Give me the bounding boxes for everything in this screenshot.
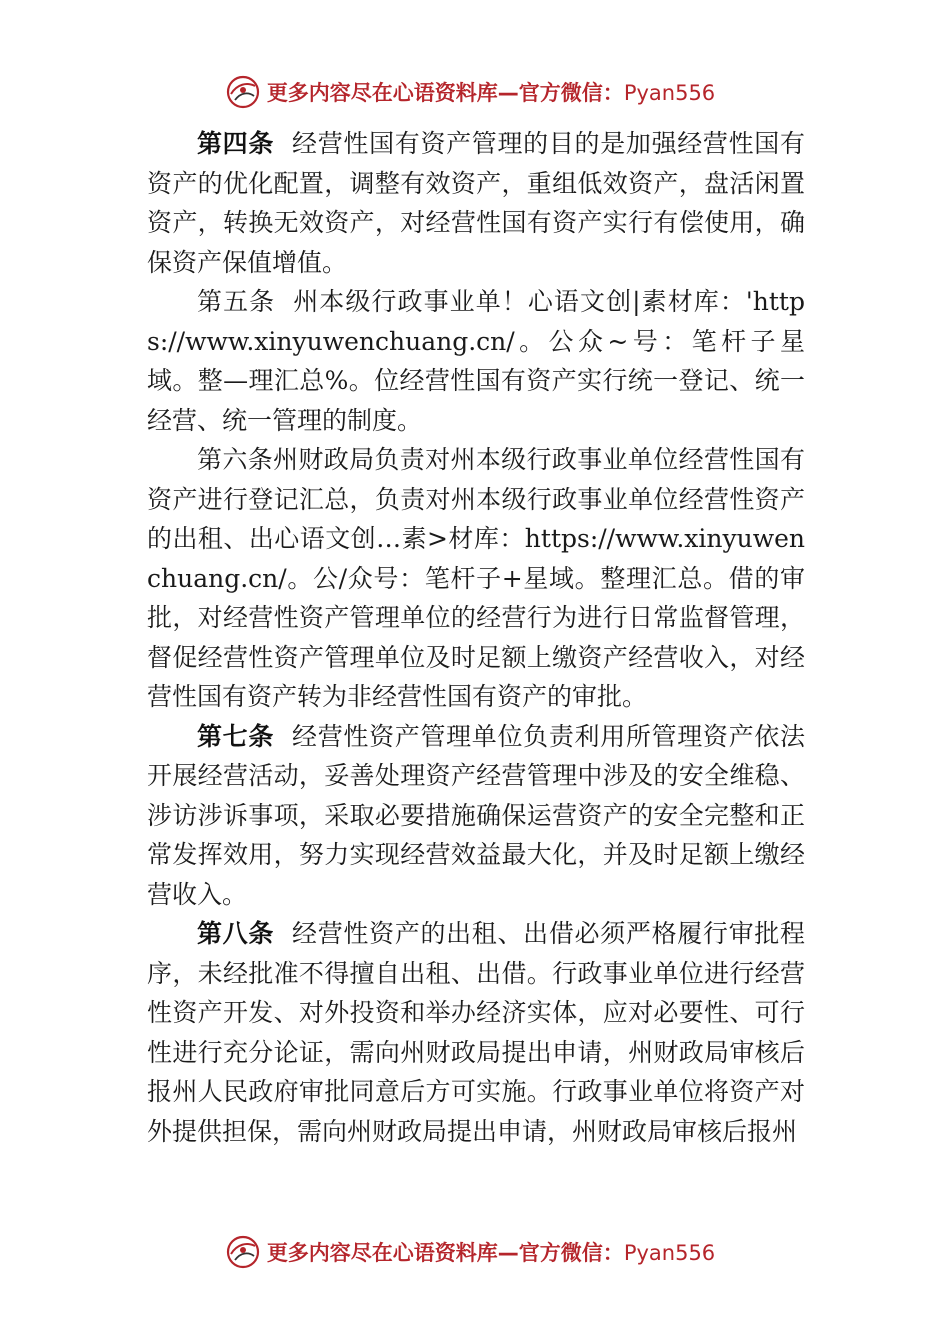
article-5 — [147, 282, 805, 440]
article-heading: 第七条 — [197, 721, 275, 751]
footer-banner-text: 更多内容尽在心语资料库—官方微信：Pyan556 — [266, 1241, 716, 1265]
article-8 — [147, 914, 805, 1151]
article-text: 州财政局负责对州本级行政事业单位经营性国有资产进行登记汇总，负责对州本级行政事业单位经营性资产的出租、出心语文创…素>材库：https://www.xinyuwenchuang.cn/。公/众号：笔杆子+星域。整理汇总。借的审批，对经营性资产管理单位的经营行为进行日常监督管理，督促经营性资产管理单位及时足额上缴资产经营收入，对经营性国有资产转为非经营性国有资产的审批。 — [147, 445, 805, 711]
xinyu-logo-icon — [225, 74, 261, 110]
header-banner — [0, 72, 950, 112]
article-text: 经营性国有资产管理的目的是加强经营性国有资产的优化配置，调整有效资产，重组低效资产，盘活闲置资产，转换无效资产，对经营性国有资产实行有偿使用，确保资产保值增值。 — [147, 129, 805, 277]
article-6 — [147, 440, 805, 717]
article-heading: 第六条 — [197, 445, 274, 474]
article-text: 州本级行政事业单！心语文创|素材库：'https://www.xinyuwenchuang.cn/。公众~号：笔杆子星域。整—理汇总%。位经营性国有资产实行统一登记、统一经营、统一管理的制度。 — [147, 287, 805, 435]
article-text: 经营性资产管理单位负责利用所管理资产依法开展经营活动，妥善处理资产经营管理中涉及的安全维稳、涉访涉诉事项，采取必要措施确保运营资产的安全完整和正常发挥效用，努力实现经营效益最大化，并及时足额上缴经营收入。 — [147, 721, 805, 909]
footer-banner — [0, 1232, 950, 1272]
article-heading: 第八条 — [197, 919, 275, 948]
article-7 — [147, 717, 805, 915]
document-body — [147, 124, 805, 1151]
article-heading: 第四条 — [197, 129, 275, 158]
article-4 — [147, 124, 805, 282]
article-heading: 第五条 — [197, 287, 276, 316]
header-banner-text: 更多内容尽在心语资料库—官方微信：Pyan556 — [266, 81, 716, 105]
article-text: 经营性资产的出租、出借必须严格履行审批程序，未经批准不得擅自出租、出借。行政事业单位进行经营性资产开发、对外投资和举办经济实体，应对必要性、可行性进行充分论证，需向州财政局提出申请，州财政局审核后报州人民政府审批同意后方可实施。行政事业单位将资产对外提供担保，需向州财政局提出申请，州财政局审核后报州 — [147, 919, 805, 1146]
xinyu-logo-icon — [225, 1234, 261, 1270]
